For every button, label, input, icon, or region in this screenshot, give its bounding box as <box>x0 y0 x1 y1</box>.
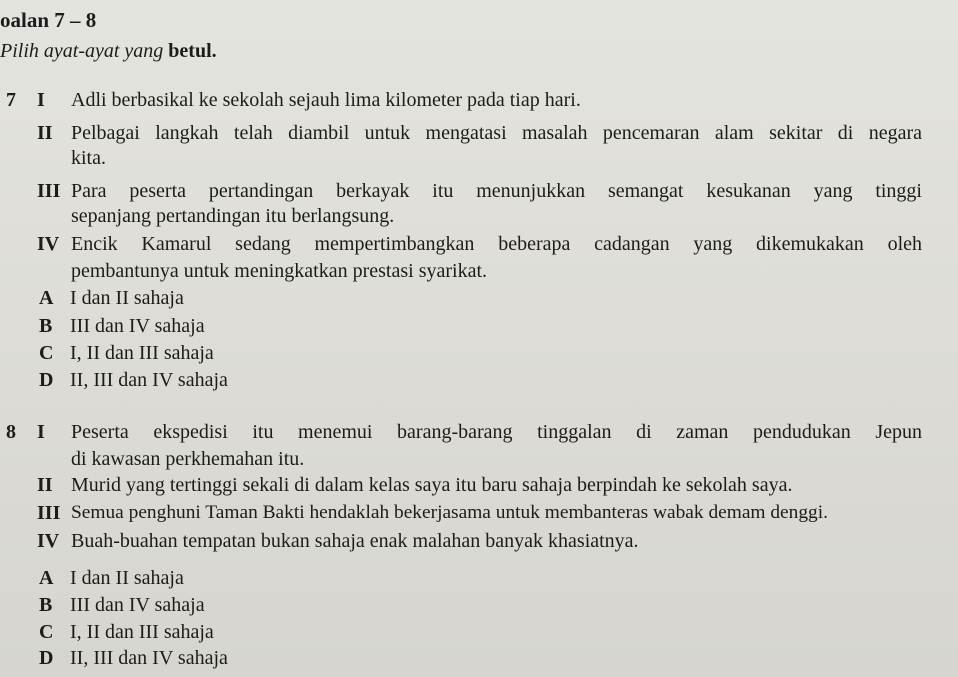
q7-option-c-letter[interactable]: C <box>39 342 54 364</box>
q8-option-c-text[interactable]: I, II dan III sahaja <box>70 621 214 643</box>
q8-option-b-text[interactable]: III dan IV sahaja <box>70 594 205 616</box>
q8-statement-4-roman: IV <box>37 530 60 552</box>
q8-statement-1-line-1: Peserta ekspedisi itu menemui barang-barang tinggalan di zaman pendudukan Jepun <box>71 421 922 443</box>
q7-statement-3-line-2: sepanjang pertandingan itu berlangsung. <box>71 205 395 227</box>
q8-statement-3-roman: III <box>37 502 61 524</box>
instruction-bold: betul. <box>168 40 217 62</box>
q8-statement-4-line-1: Buah-buahan tempatan bukan sahaja enak malahan banyak khasiatnya. <box>71 530 639 552</box>
section-title: oalan 7 – 8 <box>0 8 97 32</box>
q8-statement-3-line-1: Semua penghuni Taman Bakti hendaklah bekerjasama untuk membanteras wabak demam denggi. <box>71 502 828 523</box>
instruction-italic: Pilih ayat-ayat yang <box>0 40 164 62</box>
instruction <box>0 39 217 63</box>
q8-statement-2-line-1: Murid yang tertinggi sekali di dalam kelas saya itu baru sahaja berpindah ke sekolah saya. <box>71 474 793 496</box>
q7-statement-3-line-1: Para peserta pertandingan berkayak itu menunjukkan semangat kesukanan yang tinggi <box>71 180 922 202</box>
q7-statement-2-line-2: kita. <box>71 147 106 169</box>
q8-statement-2-roman: II <box>37 474 53 496</box>
q8-option-d-text[interactable]: II, III dan IV sahaja <box>70 647 228 669</box>
q7-option-a-letter[interactable]: A <box>39 287 54 309</box>
q8-statement-1-line-2: di kawasan perkhemahan itu. <box>71 448 305 470</box>
q8-statement-1-roman: I <box>37 421 45 443</box>
q7-statement-1-roman: I <box>37 89 45 111</box>
q7-option-b-text[interactable]: III dan IV sahaja <box>70 315 205 337</box>
question-8-number: 8 <box>6 421 16 443</box>
q8-option-d-letter[interactable]: D <box>39 647 54 669</box>
q7-option-a-text[interactable]: I dan II sahaja <box>70 287 184 309</box>
q8-option-a-text[interactable]: I dan II sahaja <box>70 567 184 589</box>
q7-statement-1-line-1: Adli berbasikal ke sekolah sejauh lima kilometer pada tiap hari. <box>71 89 581 111</box>
question-7-number: 7 <box>6 89 16 111</box>
q7-statement-2-roman: II <box>37 122 53 144</box>
q7-option-c-text[interactable]: I, II dan III sahaja <box>70 342 214 364</box>
q7-statement-4-line-1: Encik Kamarul sedang mempertimbangkan beberapa cadangan yang dikemukakan oleh <box>71 233 922 255</box>
q7-statement-3-roman: III <box>37 180 61 202</box>
q7-statement-4-line-2: pembantunya untuk meningkatkan prestasi syarikat. <box>71 260 488 282</box>
q7-statement-2-line-1: Pelbagai langkah telah diambil untuk mengatasi masalah pencemaran alam sekitar di negara <box>71 122 922 144</box>
q7-option-d-letter[interactable]: D <box>39 369 54 391</box>
q8-option-c-letter[interactable]: C <box>39 621 54 643</box>
q8-option-a-letter[interactable]: A <box>39 567 54 589</box>
q7-option-d-text[interactable]: II, III dan IV sahaja <box>70 369 228 391</box>
q8-option-b-letter[interactable]: B <box>39 594 53 616</box>
q7-option-b-letter[interactable]: B <box>39 315 53 337</box>
q7-statement-4-roman: IV <box>37 233 60 255</box>
